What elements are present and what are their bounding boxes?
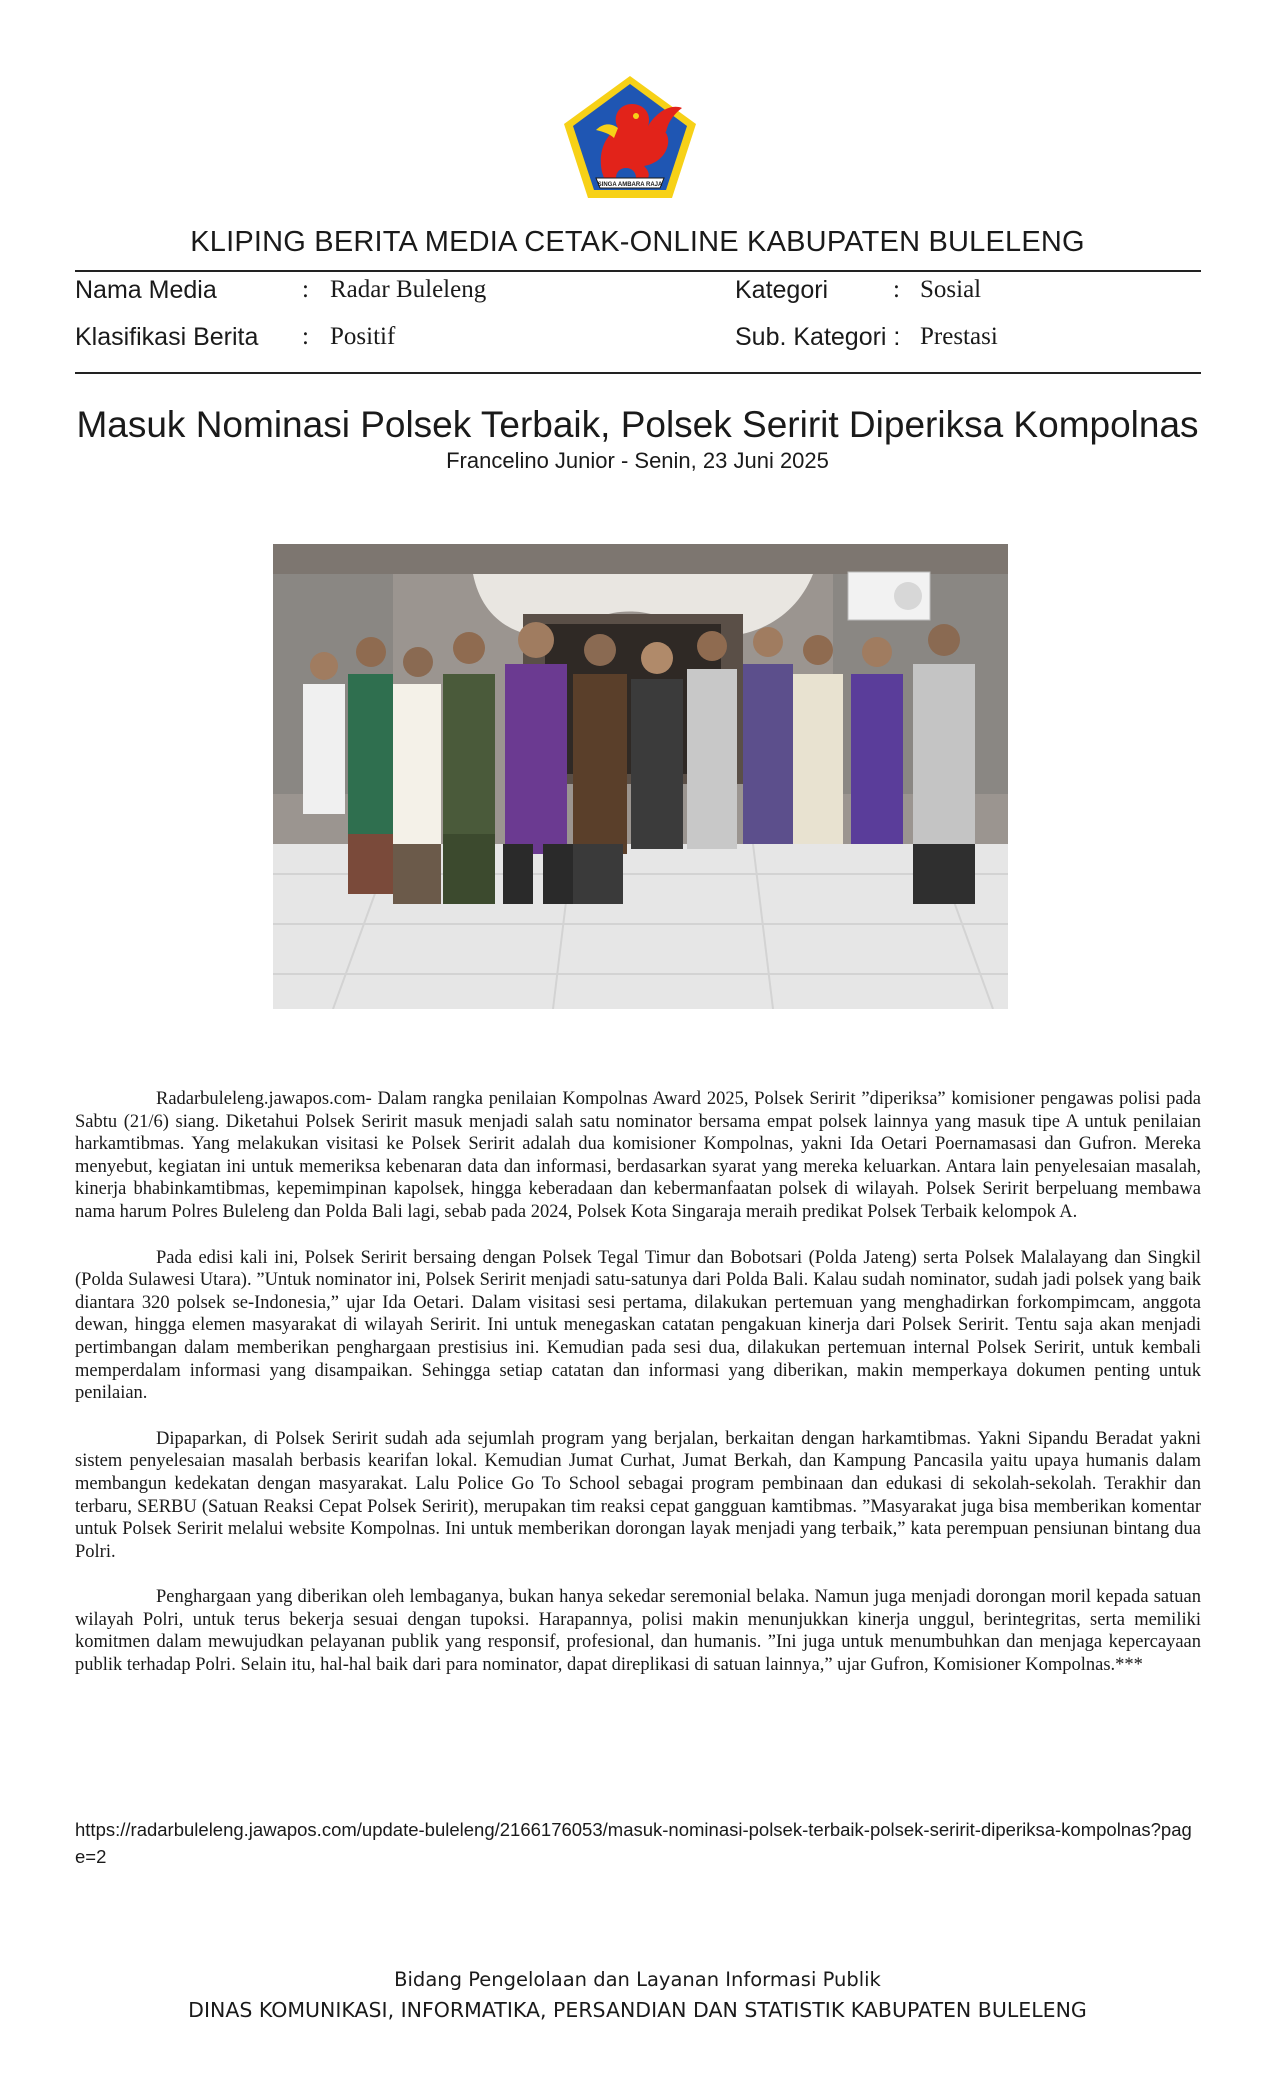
footer-dinas: DINAS KOMUNIKASI, INFORMATIKA, PERSANDIAN DAN STATISTIK KABUPATEN BULELENG [188, 1998, 1087, 2022]
klasifikasi-value: Positif [330, 323, 396, 350]
logo-motto: SINGA AMBARA RAJA [597, 182, 663, 188]
article-paragraph-2: Pada edisi kali ini, Polsek Seririt bersaing dengan Polsek Tegal Timur dan Bobotsari (Polda Jateng) serta Polsek Malalayang dan Singkil (Polda Sulawesi Utara). ”Untuk nominator ini, Polsek Seririt menjadi satu-satunya dari Polda Bali. Kalau sudah nominator, sudah jadi polsek yang baik diantara 320 polsek se-Indonesia,” ujar Ida Oetari. Dalam visitasi sesi pertama, dilakukan pertemuan yang menghadirkan forkompimcam, anggota dewan, hingga elemen masyarakat di wilayah Seririt. Ini untuk menegaskan catatan pengakuan kinerja dari Polsek Seririt. Tentu saja akan menjadi pertimbangan dalam memberikan penghargaan prestisius ini. Kemudian pada sesi dua, dilakukan pertemuan internal Polsek Seririt, untuk kembali memperdalam informasi yang disampaikan. Sehingga setiap catatan dan informasi yang diberikan, makin memperkaya dokumen penting untuk penilaian. [75, 1247, 1201, 1404]
article-paragraph-3: Dipaparkan, di Polsek Seririt sudah ada sejumlah program yang berjalan, berkaitan dengan harkamtibmas. Yakni Sipandu Beradat yakni sistem penyelesaian masalah berbasis kearifan lokal. Kemudian Jumat Curhat, Jumat Berkah, dan Kampung Pancasila yaitu upaya humanis dalam membangun kedekatan dengan masyarakat. Lalu Police Go To School sebagai program pembinaan dan edukasi di sekolah-sekolah. Terakhir dan terbaru, SERBU (Satuan Reaksi Cepat Polsek Seririt), merupakan tim reaksi cepat gangguan kamtibmas. ”Masyarakat juga bisa memberikan komentar untuk Polsek Seririt melalui website Kompolnas. Ini untuk memberikan dorongan layak menjadi yang terbaik,” kata perempuan pensiunan bintang dua Polri. [75, 1428, 1201, 1562]
singa-ambara-raja-logo [562, 74, 698, 200]
header-rule-top [75, 270, 1201, 272]
source-url: https://radarbuleleng.jawapos.com/update-buleleng/2166176053/masuk-nominasi-polsek-terbaik-polsek-seririt-diperiksa-kompolnas?page=2 [75, 1819, 1192, 1867]
klasifikasi-label: Klasifikasi Berita [75, 323, 259, 351]
media-label: Nama Media [75, 276, 217, 304]
subkategori-value: Prestasi [920, 323, 998, 350]
subkategori-label: Sub. Kategori : [735, 323, 901, 351]
media-value: Radar Buleleng [330, 276, 487, 303]
article-paragraph-1: Radarbuleleng.jawapos.com- Dalam rangka penilaian Kompolnas Award 2025, Polsek Seririt ”diperiksa” komisioner pengawas polisi pada Sabtu (21/6) siang. Diketahui Polsek Seririt masuk menjadi salah satu nominator bersama empat polsek lainnya yang masuk tipe A untuk penilaian harkamtibmas. Yang melakukan visitasi ke Polsek Seririt adalah dua komisioner Kompolnas, yakni Ida Oetari Poernamasasi dan Gufron. Mereka menyebut, kegiatan ini untuk memeriksa kebenaran data dan informasi, berdasarkan syarat yang mereka keluarkan. Antara lain penyelesaian masalah, kinerja bhabinkamtibmas, kepemimpinan kapolsek, hingga keberadaan dan kebermanfaatan polsek di wilayah. Polsek Seririt berpeluang membawa nama harum Polres Buleleng dan Polda Bali lagi, sebab pada 2024, Polsek Kota Singaraja meraih predikat Polsek Terbaik kelompok A. [75, 1089, 1201, 1222]
kliping-header-title: KLIPING BERITA MEDIA CETAK-ONLINE KABUPATEN BULELENG [190, 226, 1085, 258]
article-paragraph-4: Penghargaan yang diberikan oleh lembaganya, bukan hanya sekedar seremonial belaka. Namun juga menjadi dorongan moril kepada satuan wilayah Polri, untuk terus bekerja sesuai dengan tupoksi. Harapannya, polisi makin menunjukkan kinerja unggul, berintegritas, serta memiliki komitmen dalam mewujudkan pelayanan publik yang responsif, profesional, dan humanis. ”Ini juga untuk menumbuhkan dan menjaga kepercayaan publik terhadap Polri. Selain itu, hal-hal baik dari para nominator, dapat direplikasi di satuan lainnya,” ujar Gufron, Komisioner Kompolnas.*** [75, 1587, 1201, 1676]
article-body [75, 1088, 1201, 1700]
kategori-value: Sosial [920, 276, 982, 303]
kategori-colon: : [893, 276, 900, 303]
article-photo [273, 544, 1008, 1009]
article-byline: Francelino Junior - Senin, 23 Juni 2025 [446, 448, 829, 473]
media-colon: : [302, 276, 309, 303]
group-photo-illustration [273, 544, 1008, 1009]
klasifikasi-colon: : [302, 323, 309, 350]
meta-row-1 [75, 276, 1201, 312]
emblem-icon [562, 74, 698, 200]
footer-bidang: Bidang Pengelolaan dan Layanan Informasi Publik [394, 1968, 881, 1991]
header-rule-bottom [75, 372, 1201, 374]
meta-row-2 [75, 323, 1201, 359]
kategori-label: Kategori [735, 276, 829, 304]
article-title: Masuk Nominasi Polsek Terbaik, Polsek Seririt Diperiksa Kompolnas [76, 404, 1199, 445]
